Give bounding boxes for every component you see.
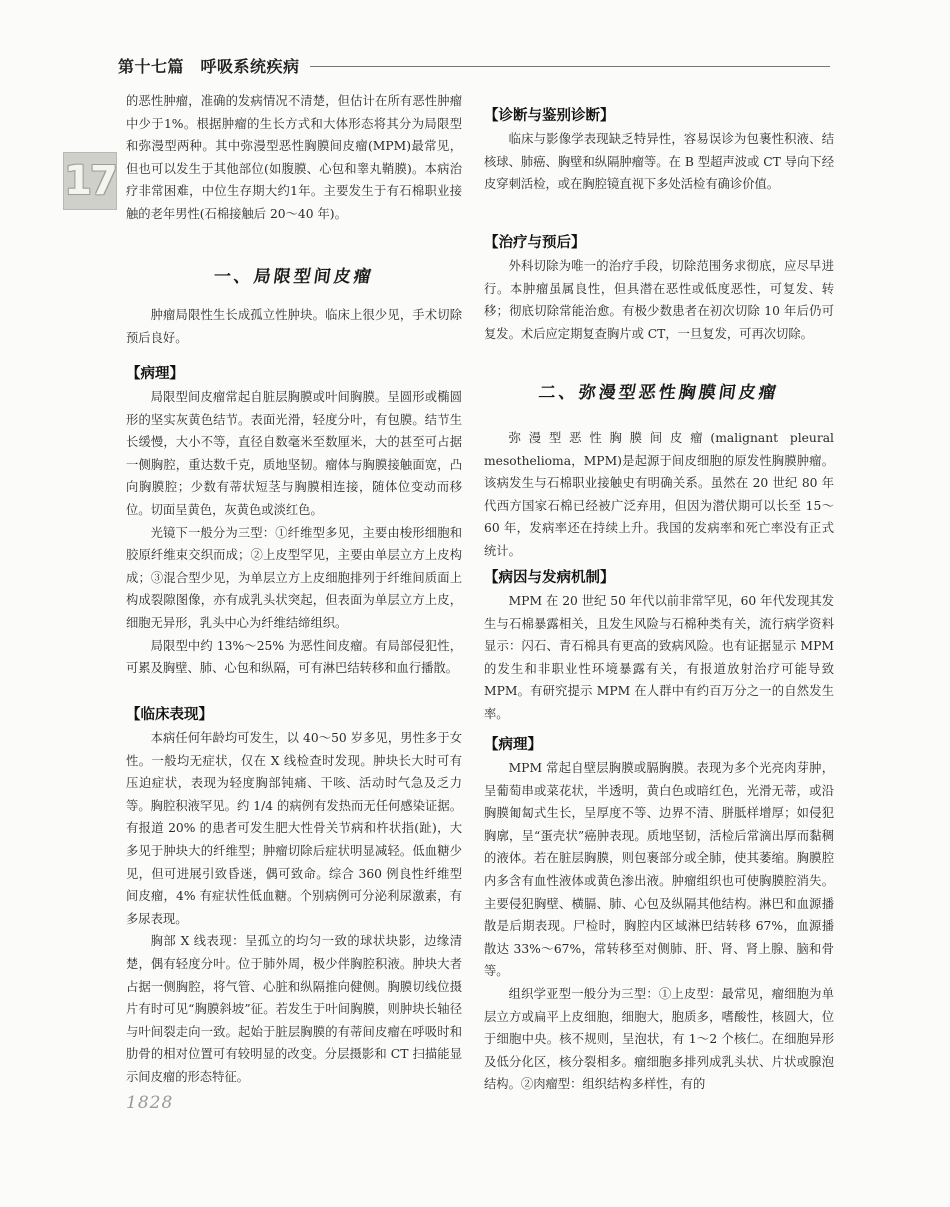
diagnosis-body (484, 128, 834, 196)
running-header (118, 52, 830, 78)
section2-title: 二、弥漫型恶性胸膜间皮瘤 (537, 383, 781, 403)
etiology-paragraph: MPM 在 20 世纪 50 年代以前非常罕见，60 年代发现其发生与石棉暴露相关，且发生风险与石棉种类有关，流行病学资料显示：闪石、青石棉具有更高的致病风险。也有证据显示 MPM 的发生和非职业性环境暴露有关，有报道放射治疗可能导致 MPM。有研究提示 MPM 在人群中有约百万分之一的自然发生率。 (484, 594, 834, 721)
section1-intro-block (126, 304, 462, 349)
chapter-tab (63, 152, 117, 210)
section2-intro-block (484, 427, 834, 563)
chapter-number: 17 (64, 158, 116, 204)
treatment-paragraph: 外科切除为唯一的治疗手段，切除范围务求彻底，应尽早进行。本肿瘤虽属良性，但具潜在恶性或低度恶性，可复发、转移；彻底切除常能治愈。有极少数患者在初次切除 10 年后仍可复发。术后应定期复查胸片或 CT，一旦复发，可再次切除。 (484, 259, 834, 341)
section2-intro: 弥漫型恶性胸膜间皮瘤(malignant pleural mesothelioma，MPM)是起源于间皮细胞的原发性胸膜肿瘤。该病发生与石棉职业接触史有明确关系。虽然在 20 世纪 80 年代西方国家石棉已经被广泛弃用，但因为潜伏期可以长至 15～60 年，发病率还在持续上升。我国的发病率和死亡率没有正式统计。 (484, 431, 834, 558)
treatment-heading-block (484, 232, 834, 254)
page-number: 1828 (126, 1093, 174, 1113)
mpm-pathology-heading-block (484, 734, 834, 756)
pathology-paragraph-3: 局限型中约 13%～25% 为恶性间皮瘤。有局部侵犯性，可累及胸壁、肺、心包和纵隔，可有淋巴结转移和血行播散。 (126, 638, 462, 676)
etiology-heading-block (484, 567, 834, 589)
pathology-heading-block (126, 363, 462, 385)
mpm-pathology-paragraph-1: MPM 常起自壁层胸膜或膈胸膜。表现为多个光亮肉芽肿，呈葡萄串或菜花状，半透明，黄白色或暗红色，光滑无蒂，或沿胸膜匍匐式生长，呈厚度不等、边界不清、胼胝样增厚；如侵犯胸廓，呈“蛋壳状”癌肿表现。质地坚韧，活检后常滴出厚而黏稠的液体。若在脏层胸膜，则包裹部分或全肺，使其萎缩。胸膜腔内多含有血性液体或黄色渗出液。肿瘤组织也可使胸膜腔消失。主要侵犯胸壁、横膈、肺、心包及纵隔其他结构。淋巴和血源播散是后期表现。尸检时，胸腔内区域淋巴结转移 67%，血源播散达 33%～67%，常转移至对侧肺、肝、肾、肾上腺、脑和骨等。 (484, 761, 834, 979)
treatment-body (484, 255, 834, 345)
header-title: 第十七篇 呼吸系统疾病 (118, 56, 300, 76)
section1-intro: 肿瘤局限性生长成孤立性肿块。临床上很少见，手术切除预后良好。 (126, 308, 462, 345)
pathology-paragraph-1: 局限型间皮瘤常起自脏层胸膜或叶间胸膜。呈圆形或椭圆形的坚实灰黄色结节。表面光滑，轻度分叶，有包膜。结节生长缓慢，大小不等，直径自数毫米至数厘米，大的甚至可占据一侧胸腔，重达数千克，质地坚韧。瘤体与胸膜接触面宽，凸向胸膜腔；少数有蒂状短茎与胸膜相连接，随体位变动而移位。切面呈黄色，灰黄色或淡红色。 (126, 390, 462, 517)
clinical-body (126, 727, 462, 1089)
pathology-heading: 【病理】 (126, 366, 184, 382)
clinical-paragraph-1: 本病任何年龄均可发生，以 40～50 岁多见，男性多于女性。一般均无症状，仅在 X 线检查时发现。肿块长大时可有压迫症状，表现为轻度胸部钝痛、干咳、活动时气急及乏力等。胸腔积液罕见。约 1/4 的病例有发热而无任何感染证据。有报道 20% 的患者可发生肥大性骨关节病和杵状指(趾)，大多见于肿块大的纤维型；肿瘤切除后症状明显减轻。低血糖少见，但可进展引致昏迷，偶可致命。综合 360 例良性纤维型间皮瘤，4% 有症状性低血糖。个别病例可分泌利尿激素，有多尿表现。 (126, 731, 462, 926)
diagnosis-heading: 【诊断与鉴别诊断】 (484, 108, 615, 124)
header-rule (310, 66, 830, 67)
etiology-body (484, 590, 834, 726)
mpm-pathology-body (484, 757, 834, 1096)
pathology-body (126, 386, 462, 680)
pathology-paragraph-2: 光镜下一般分为三型：①纤维型多见，主要由梭形细胞和胶原纤维束交织而成；②上皮型罕见，主要由单层立方上皮构成；③混合型少见，为单层立方上皮细胞排列于纤维间质面上构成裂隙图像，亦有成乳头状突起，但表面为单层立方上皮，细胞无异形，乳头中心为纤维结缔组织。 (126, 525, 462, 630)
clinical-paragraph-2: 胸部 X 线表现：呈孤立的均匀一致的球状块影，边缘清楚，偶有轻度分叶。位于肺外周，极少伴胸腔积液。肿块大者占据一侧胸腔，将气管、心脏和纵隔推向健侧。胸膜切线位摄片有时可见“胸膜斜坡”征。若发生于叶间胸膜，则肿块长轴径与叶间裂走向一致。起始于脏层胸膜的有蒂间皮瘤在呼吸时和肋骨的相对位置可有较明显的改变。分层摄影和 CT 扫描能显示间皮瘤的形态特征。 (126, 934, 462, 1084)
intro-block (126, 90, 462, 226)
clinical-heading: 【临床表现】 (126, 707, 213, 723)
section1-heading-block (126, 262, 462, 287)
mpm-pathology-heading: 【病理】 (484, 737, 542, 753)
clinical-heading-block (126, 704, 462, 726)
intro-paragraph: 的恶性肿瘤，准确的发病情况不清楚，但估计在所有恶性肿瘤中少于1%。根据肿瘤的生长方式和大体形态将其分为局限型和弥漫型两种。其中弥漫型恶性胸膜间皮瘤(MPM)最常见，但也可以发生于其他部位(如腹膜、心包和睾丸鞘膜)。本病治疗非常困难，中位生存期大约1年。主要发生于有石棉职业接触的老年男性(石棉接触后 20～40 年)。 (126, 94, 462, 221)
diagnosis-heading-block (484, 105, 834, 127)
treatment-heading: 【治疗与预后】 (484, 235, 586, 251)
diagnosis-paragraph: 临床与影像学表现缺乏特异性，容易误诊为包裹性积液、结核球、肺癌、胸壁和纵隔肿瘤等。在 B 型超声波或 CT 导向下经皮穿刺活检，或在胸腔镜直视下多处活检有确诊价值。 (484, 132, 834, 192)
section1-title: 一、局限型间皮瘤 (212, 267, 376, 287)
etiology-heading: 【病因与发病机制】 (484, 570, 615, 586)
mpm-pathology-paragraph-2: 组织学亚型一般分为三型：①上皮型：最常见，瘤细胞为单层立方或扁平上皮细胞，细胞大，胞质多，嗜酸性，核圆大，位于细胞中央。核不规则，呈泡状，有 1～2 个核仁。在细胞异形及低分化区，核分裂相多。瘤细胞多排列成乳头状、片状或腺泡结构。②肉瘤型：组织结构多样性，有的 (484, 986, 834, 1092)
section2-heading-block (484, 378, 834, 403)
